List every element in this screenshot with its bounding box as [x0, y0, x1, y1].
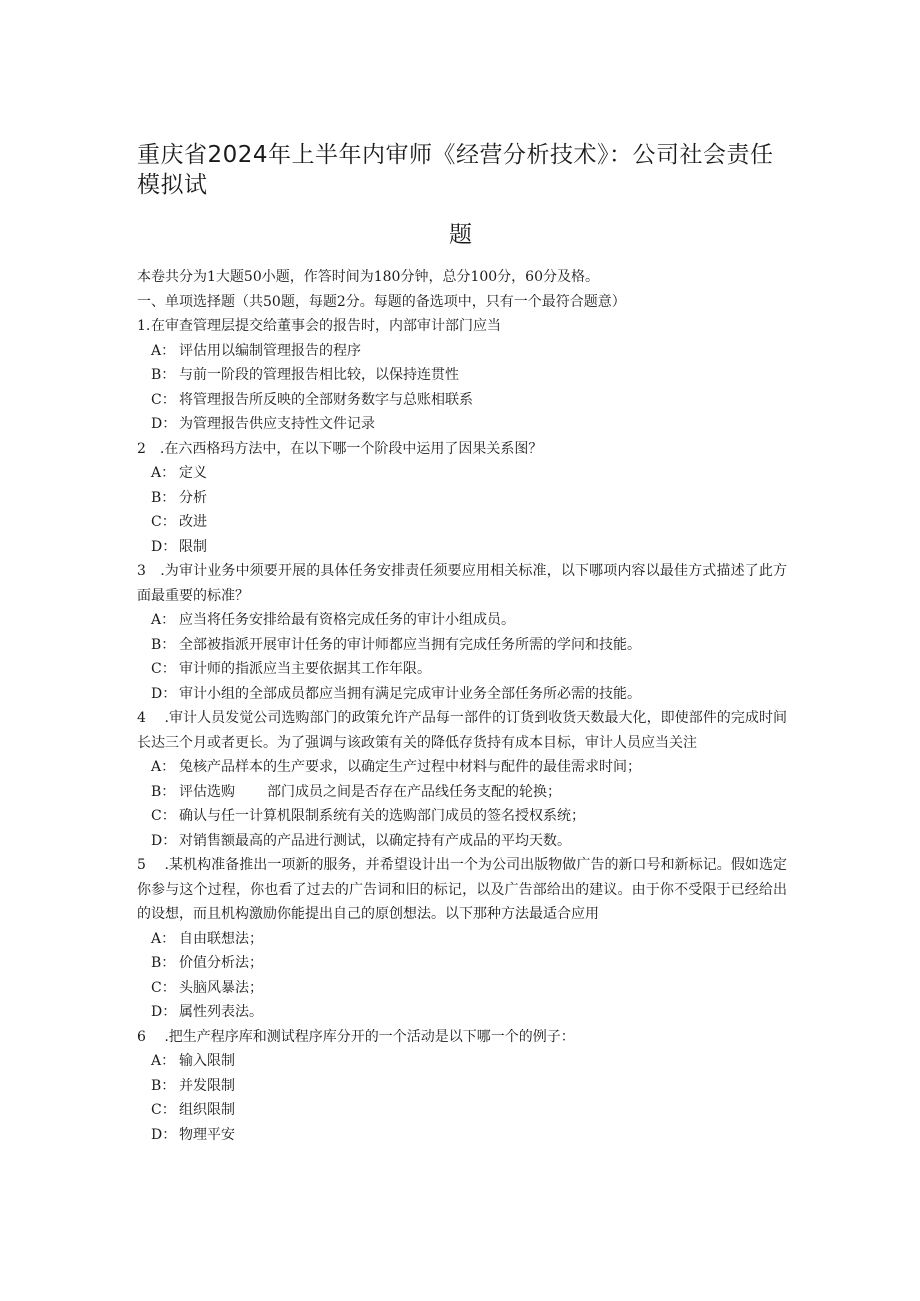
question-number: 1. [137, 318, 151, 334]
option-b: B： 并发限制 [151, 1077, 235, 1094]
question-2 [137, 437, 787, 560]
exam-intro: 本卷共分为1大题50小题，作答时间为180分钟，总分100分，60分及格。 [137, 269, 599, 285]
option-b: B： 全部被指派开展审计任务的审计师都应当拥有完成任务所需的学问和技能。 [151, 636, 641, 653]
option-c: C： 头脑风暴法； [151, 979, 263, 996]
option-b: B： 与前一阶段的管理报告相比较，以保持连贯性 [151, 367, 459, 383]
option-d: D： 为管理报告供应支持性文件记录 [151, 416, 375, 432]
document-title: 重庆省2024年上半年内审师《经营分析技术》：公司社会责任模拟试 [137, 142, 774, 198]
option-d: D： 对销售额最高的产品进行测试，以确定持有产成品的平均天数。 [151, 832, 571, 849]
question-stem [137, 853, 787, 927]
option-a: A： 评估用以编制管理报告的程序 [151, 342, 361, 359]
question-stem [137, 559, 787, 608]
question-3 [137, 559, 787, 706]
option-c: C： 改进 [151, 514, 207, 530]
option-c: C： 确认与任一计算机限制系统有关的选购部门成员的签名授权系统； [151, 808, 585, 824]
question-stem [137, 314, 787, 339]
option-d: D： 审计小组的全部成员都应当拥有满足完成审计业务全部任务所必需的技能。 [151, 685, 641, 702]
question-6 [137, 1025, 787, 1148]
question-text: .为审计业务中须要开展的具体任务安排责任须要应用相关标准，以下哪项内容以最佳方式描述了此方面最重要的标准？ [137, 563, 788, 604]
question-text: .在六西格玛方法中，在以下哪一个阶段中运用了因果关系图？ [159, 440, 543, 457]
question-number: 2 [137, 440, 146, 457]
question-number: 3 [137, 563, 146, 579]
option-a: A： 定义 [151, 465, 207, 481]
option-c: C： 审计师的指派应当主要依据其工作年限。 [151, 661, 431, 677]
question-text: .把生产程序库和测试程序库分开的一个活动是以下哪一个的例子： [164, 1028, 575, 1045]
question-text: .审计人员发觉公司选购部门的政策允许产品每一部件的订货到收货天数最大化，即使部件的完成时间长达三个月或者更长。为了强调与该政策有关的降低存货持有成本目标，审计人员应当关注 [137, 710, 787, 751]
document-title-continued: 题 [449, 222, 472, 248]
option-b: B： 分析 [151, 489, 207, 506]
question-5 [137, 853, 787, 1025]
option-b: B： 评估选购 部门成员之间是否存在产品线任务支配的轮换； [151, 783, 561, 800]
option-c: C： 组织限制 [151, 1102, 235, 1118]
question-4 [137, 706, 787, 853]
option-c: C： 将管理报告所反映的全部财务数字与总账相联系 [151, 391, 473, 408]
question-number: 6 [137, 1028, 146, 1045]
document-body [137, 265, 787, 1147]
question-number: 5 [137, 857, 146, 873]
question-stem [137, 437, 787, 462]
option-b: B： 价值分析法； [151, 955, 263, 971]
option-a: A： 应当将任务安排给最有资格完成任务的审计小组成员。 [151, 612, 515, 628]
question-text: 在审查管理层提交给董事会的报告时，内部审计部门应当 [151, 318, 501, 334]
question-text: .某机构准备推出一项新的服务，并希望设计出一个为公司出版物做广告的新口号和新标记。假如选定你参与这个过程，你也看了过去的广告词和旧的标记，以及广告部给出的建议。由于你不受限于已经给出的设想，而且机构激励你能提出自己的原创想法。以下那种方法最适合应用 [137, 857, 787, 922]
option-a: A： 兔核产品样本的生产要求，以确定生产过程中材料与配件的最佳需求时间； [151, 759, 641, 775]
option-a: A： 输入限制 [151, 1053, 235, 1069]
option-a: A： 自由联想法； [151, 930, 263, 947]
question-stem [137, 706, 787, 755]
option-d: D： 属性列表法。 [151, 1004, 263, 1020]
option-d: D： 物理平安 [151, 1126, 235, 1143]
question-number: 4 [137, 710, 146, 726]
section-heading: 一、单项选择题（共50题，每题2分。每题的备选项中，只有一个最符合题意） [137, 293, 626, 310]
question-1 [137, 314, 787, 437]
option-d: D： 限制 [151, 538, 207, 555]
question-stem [137, 1025, 787, 1050]
